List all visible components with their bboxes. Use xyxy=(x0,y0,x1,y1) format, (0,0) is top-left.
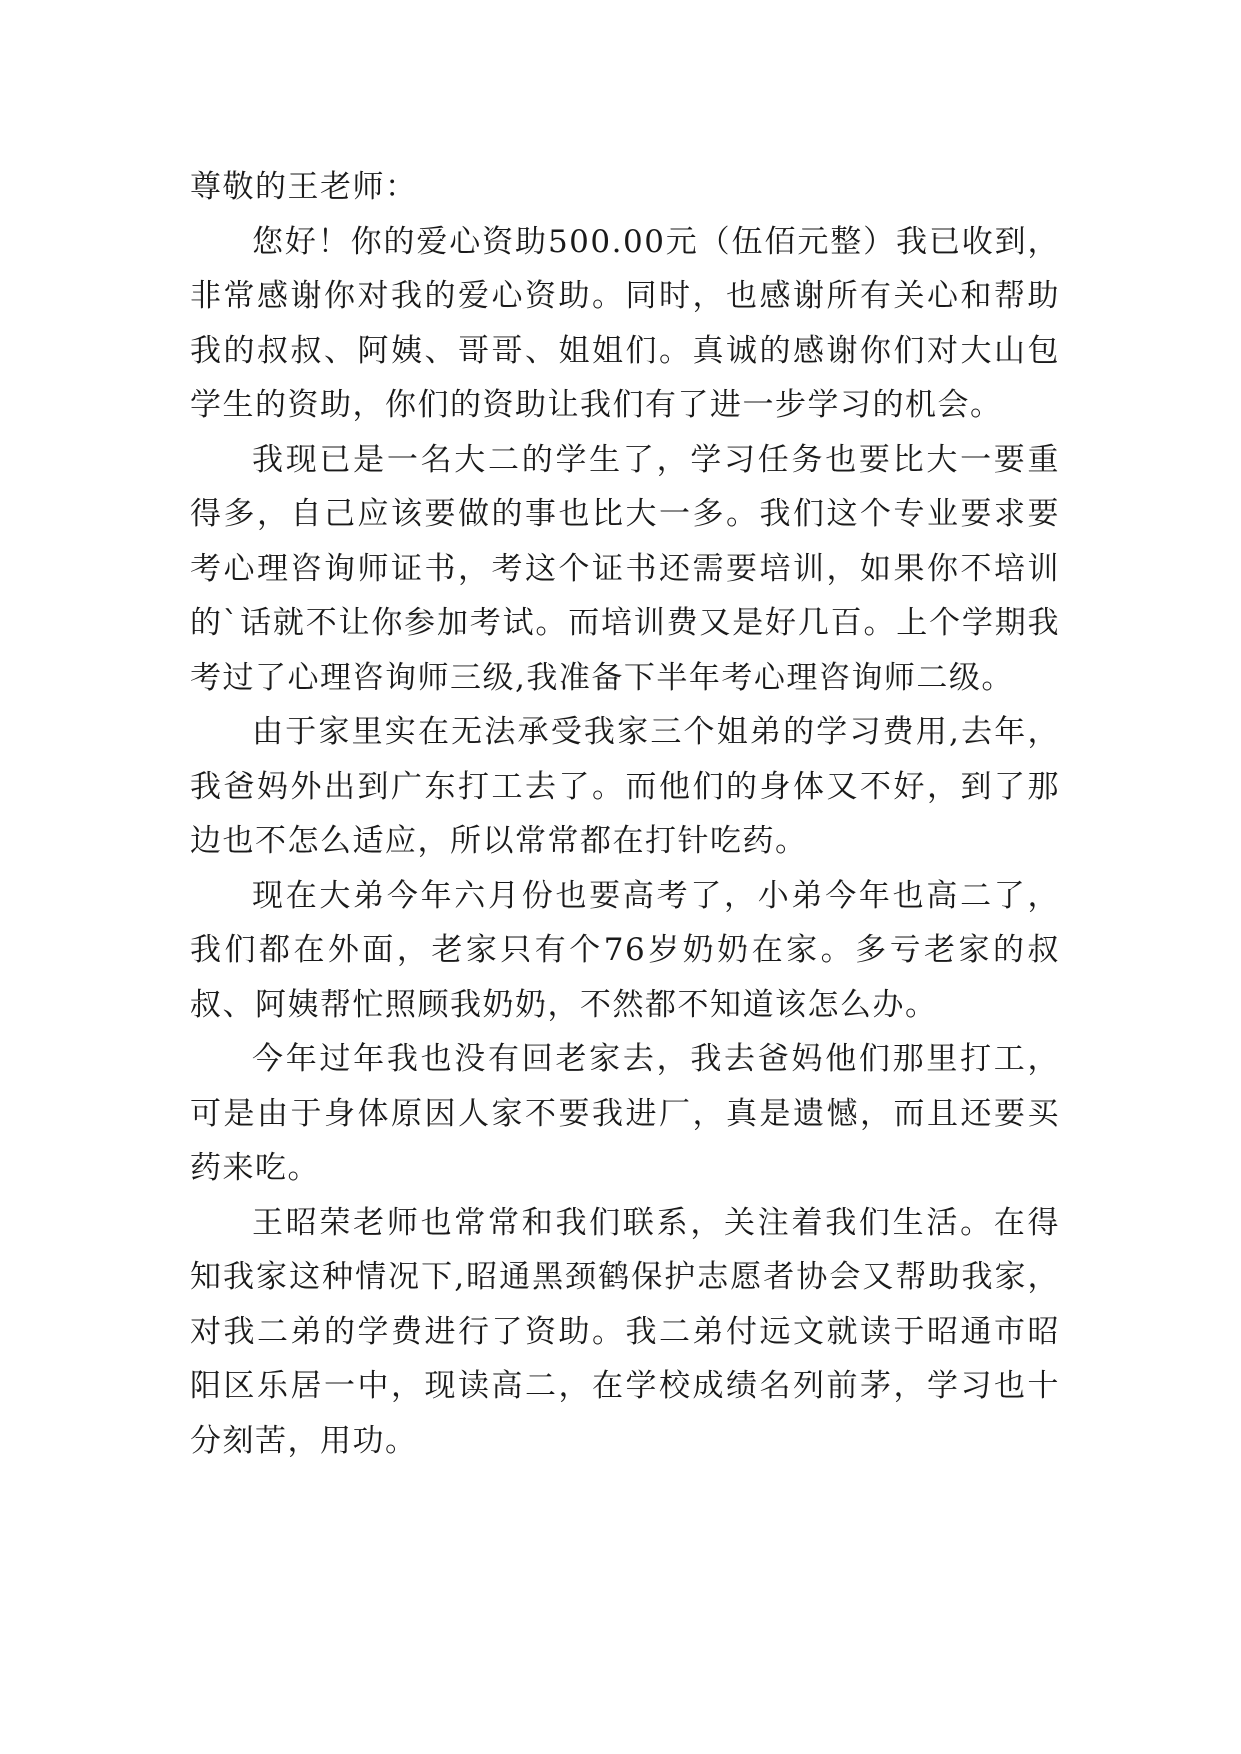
salutation: 尊敬的王老师： xyxy=(190,169,418,205)
paragraph: 您好！你的爱心资助500.00元（伍佰元整）我已收到，非常感谢你对我的爱心资助。同时，也感谢所有关心和帮助我的叔叔、阿姨、哥哥、姐姐们。真诚的感谢你们对大山包学生的资助，你们的资助让我们有了进一步学习的机会。 xyxy=(190,223,1060,423)
paragraph: 王昭荣老师也常常和我们联系，关注着我们生活。在得知我家这种情况下,昭通黑颈鹤保护志愿者协会又帮助我家，对我二弟的学费进行了资助。我二弟付远文就读于昭通市昭阳区乐居一中，现读高二，在学校成绩名列前茅，学习也十分刻苦，用功。 xyxy=(190,1204,1060,1459)
paragraph: 现在大弟今年六月份也要高考了，小弟今年也高二了，我们都在外面，老家只有个76岁奶奶在家。多亏老家的叔叔、阿姨帮忙照顾我奶奶，不然都不知道该怎么办。 xyxy=(190,877,1060,1023)
letter-body xyxy=(190,160,1060,1468)
paragraph: 我现已是一名大二的学生了，学习任务也要比大一要重得多，自己应该要做的事也比大一多。我们这个专业要求要考心理咨询师证书，考这个证书还需要培训，如果你不培训的`话就不让你参加考试。而培训费又是好几百。上个学期我考过了心理咨询师三级,我准备下半年考心理咨询师二级。 xyxy=(190,441,1060,696)
paragraph: 由于家里实在无法承受我家三个姐弟的学习费用,去年，我爸妈外出到广东打工去了。而他们的身体又不好，到了那边也不怎么适应，所以常常都在打针吃药。 xyxy=(190,714,1060,859)
paragraph: 今年过年我也没有回老家去，我去爸妈他们那里打工，可是由于身体原因人家不要我进厂，真是遗憾，而且还要买药来吃。 xyxy=(190,1041,1060,1186)
